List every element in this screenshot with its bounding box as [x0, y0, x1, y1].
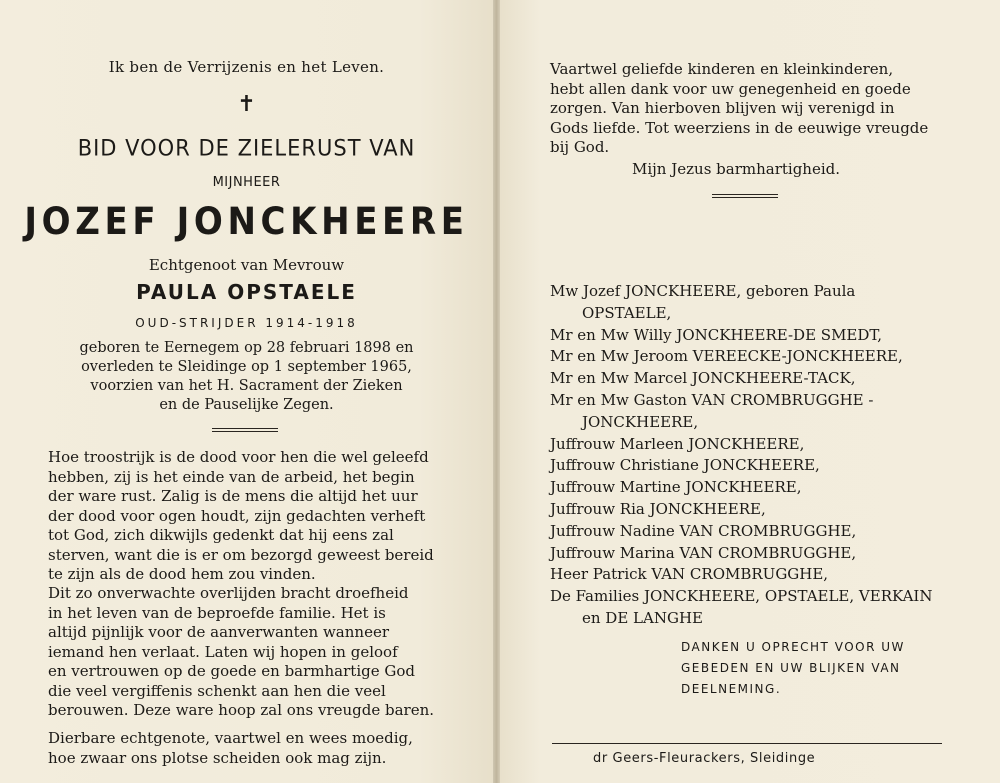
family-entry: Juffrouw Nadine VAN CROMBRUGGHE, [550, 521, 857, 540]
family-entry: en DE LANGHE [582, 608, 703, 627]
dates-line: overleden te Sleidinge op 1 september 1965, [81, 359, 412, 375]
text-line: sterven, want die is er om bezorgd geweest bereid [48, 545, 434, 564]
family-entry: Juffrouw Marleen JONCKHEERE, [550, 434, 805, 453]
intro-verse: Ik ben de Verrijzenis en het Leven. [108, 58, 385, 76]
family-entry: Mr en Mw Marcel JONCKHEERE-TACK, [550, 369, 856, 388]
dates-line: en de Pauselijke Zegen. [159, 397, 334, 413]
family-entry: Heer Patrick VAN CROMBRUGGHE, [550, 565, 829, 584]
text-line: der dood voor ogen houdt, zijn gedachten verheft [48, 506, 426, 525]
family-entry: OPSTAELE, [582, 303, 672, 322]
family-entry: Mr en Mw Willy JONCKHEERE-DE SMEDT, [550, 325, 882, 344]
text-line: hebt allen dank voor uw genegenheid en goede [550, 79, 911, 98]
text-line: GEBEDEN EN UW BLIJKEN VAN [681, 661, 901, 675]
text-line: DEELNEMING. [681, 682, 782, 696]
spouse-intro: Echtgenoot van Mevrouw [148, 256, 345, 274]
family-entry: Juffrouw Martine JONCKHEERE, [550, 478, 802, 497]
spouse-farewell-paragraph [48, 729, 440, 768]
cross-icon: ✝ [237, 92, 256, 117]
family-entry: Juffrouw Marina VAN CROMBRUGGHE, [550, 543, 857, 562]
text-line: hebben, zij is het einde van de arbeid, het begin [48, 467, 415, 486]
dates-line: voorzien van het H. Sacrament der Zieken [90, 378, 403, 394]
card-fold [493, 0, 500, 783]
dates-line: geboren te Eernegem op 28 februari 1898 en [79, 340, 414, 356]
salutation: MIJNHEER [212, 175, 281, 190]
sorrow-paragraph [48, 584, 440, 721]
printer-divider [552, 743, 942, 744]
spouse-name: PAULA OPSTAELE [136, 280, 357, 304]
text-line: iemand hen verlaat. Laten wij hopen in geloof [48, 642, 398, 661]
birth-death-dates [0, 339, 493, 415]
divider-rule [712, 194, 778, 198]
veteran-line: OUD-STRIJDER 1914-1918 [135, 316, 358, 330]
family-entry: JONCKHEERE, [582, 412, 699, 431]
family-entry: Mr en Mw Gaston VAN CROMBRUGGHE - [550, 390, 874, 409]
text-line: te zijn als de dood hem zou vinden. [48, 565, 316, 583]
family-entry: Mw Jozef JONCKHEERE, geboren Paula [550, 282, 856, 300]
text-line: Hoe troostrijk is de dood voor hen die wel geleefd [48, 448, 429, 466]
text-line: Dit zo onverwachte overlijden bracht droefheid [48, 584, 409, 602]
text-line: in het leven van de beproefde familie. Het is [48, 603, 386, 622]
family-entry: Mr en Mw Jeroom VEREECKE-JONCKHEERE, [550, 347, 903, 366]
text-line: der ware rust. Zalig is de mens die altijd het uur [48, 487, 418, 505]
text-line: tot God, zich dikwijls gedenkt dat hij eens zal [48, 526, 394, 544]
closing-prayer: Mijn Jezus barmhartigheid. [632, 160, 841, 178]
text-line: die veel vergiffenis schenkt aan hen die veel [48, 681, 386, 700]
divider-rule [212, 428, 278, 432]
family-list [550, 281, 942, 630]
text-line: Gods liefde. Tot weerziens in de eeuwige vreugde [550, 118, 929, 137]
printer-credit: dr Geers-Fleurackers, Sleidinge [593, 751, 816, 766]
text-line: bij God. [550, 138, 610, 156]
deceased-name: JOZEF JONCKHEERE [24, 200, 469, 243]
text-line: Dierbare echtgenote, vaartwel en wees moedig, [48, 729, 413, 747]
thanks-note [681, 637, 941, 700]
text-line: hoe zwaar ons plotse scheiden ook mag zijn. [48, 748, 387, 767]
text-line: zorgen. Van hierboven blijven wij verenigd in [550, 99, 895, 117]
text-line: altijd pijnlijk voor de aanverwanten wanneer [48, 623, 389, 641]
text-line: en vertrouwen op de goede en barmhartige God [48, 662, 415, 680]
family-farewell-paragraph [550, 60, 940, 158]
consolation-paragraph [48, 448, 440, 585]
text-line: DANKEN U OPRECHT VOOR UW [681, 640, 905, 654]
family-entry: Juffrouw Christiane JONCKHEERE, [550, 456, 820, 475]
text-line: berouwen. Deze ware hoop zal ons vreugde baren. [48, 701, 435, 719]
text-line: Vaartwel geliefde kinderen en kleinkinderen, [550, 60, 894, 78]
family-entry: Juffrouw Ria JONCKHEERE, [550, 499, 766, 518]
prayer-heading: BID VOOR DE ZIELERUST VAN [77, 135, 416, 161]
family-entry: De Families JONCKHEERE, OPSTAELE, VERKAIN [550, 587, 933, 606]
